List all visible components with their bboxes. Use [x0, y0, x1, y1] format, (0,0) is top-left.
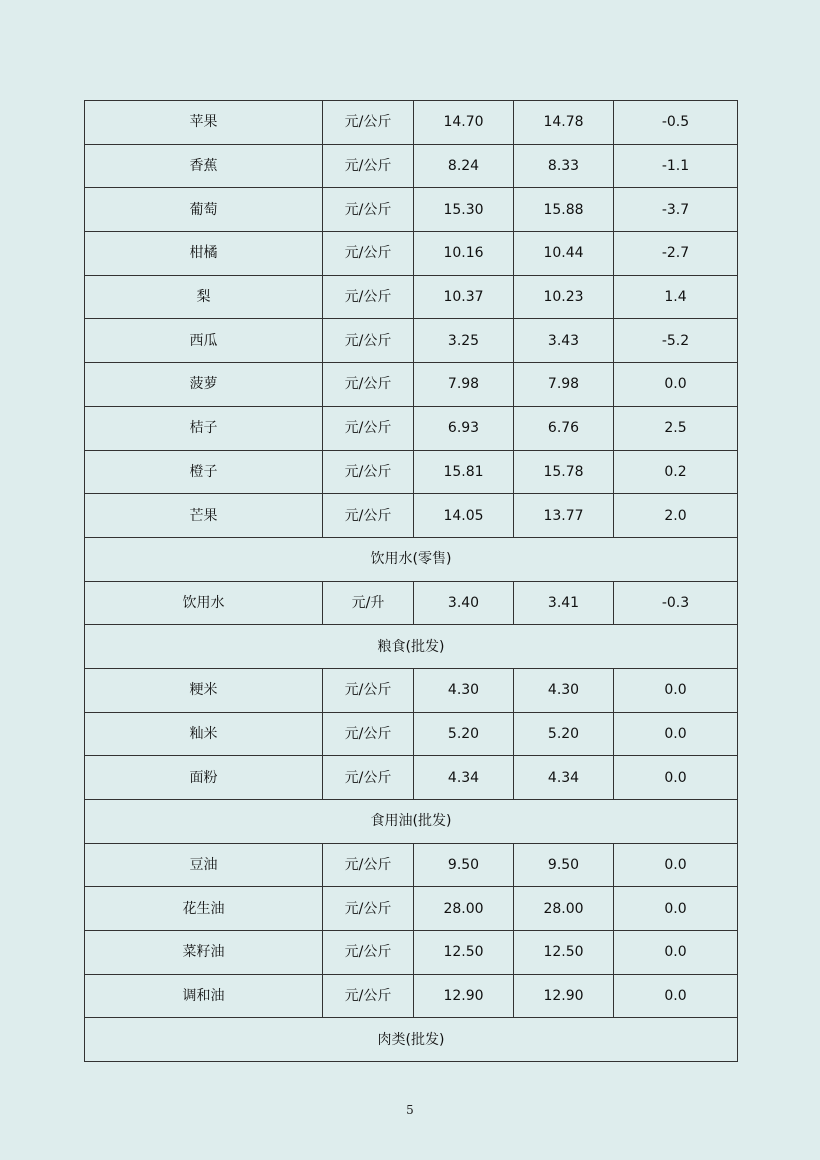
unit-cell: 元/公斤 [323, 668, 414, 712]
change-percent-cell: 0.0 [614, 887, 738, 931]
unit-cell: 元/公斤 [323, 144, 414, 188]
current-price-cell: 9.50 [414, 843, 514, 887]
item-name-cell: 花生油 [85, 887, 323, 931]
unit-cell: 元/公斤 [323, 843, 414, 887]
item-name-cell: 葡萄 [85, 188, 323, 232]
previous-price-cell: 3.41 [514, 581, 614, 625]
current-price-cell: 14.70 [414, 101, 514, 145]
table-row [85, 887, 738, 931]
previous-price-cell: 28.00 [514, 887, 614, 931]
table-row [85, 232, 738, 276]
current-price-cell: 5.20 [414, 712, 514, 756]
table-row [85, 756, 738, 800]
unit-cell: 元/公斤 [323, 756, 414, 800]
item-name-cell: 柑橘 [85, 232, 323, 276]
table-row [85, 668, 738, 712]
current-price-cell: 12.90 [414, 974, 514, 1018]
section-title: 食用油(批发) [85, 800, 738, 844]
table-row [85, 974, 738, 1018]
current-price-cell: 3.25 [414, 319, 514, 363]
table-row [85, 931, 738, 975]
previous-price-cell: 12.50 [514, 931, 614, 975]
previous-price-cell: 6.76 [514, 406, 614, 450]
section-header-row [85, 800, 738, 844]
item-name-cell: 粳米 [85, 668, 323, 712]
current-price-cell: 14.05 [414, 494, 514, 538]
table-row [85, 712, 738, 756]
current-price-cell: 3.40 [414, 581, 514, 625]
change-percent-cell: 0.2 [614, 450, 738, 494]
unit-cell: 元/公斤 [323, 188, 414, 232]
change-percent-cell: 2.0 [614, 494, 738, 538]
current-price-cell: 12.50 [414, 931, 514, 975]
current-price-cell: 4.30 [414, 668, 514, 712]
price-table-body [85, 101, 738, 1062]
unit-cell: 元/公斤 [323, 406, 414, 450]
previous-price-cell: 10.44 [514, 232, 614, 276]
change-percent-cell: 2.5 [614, 406, 738, 450]
price-table [84, 100, 738, 1062]
previous-price-cell: 14.78 [514, 101, 614, 145]
item-name-cell: 菠萝 [85, 363, 323, 407]
change-percent-cell: 1.4 [614, 275, 738, 319]
unit-cell: 元/公斤 [323, 275, 414, 319]
item-name-cell: 香蕉 [85, 144, 323, 188]
table-row [85, 494, 738, 538]
section-title: 饮用水(零售) [85, 537, 738, 581]
unit-cell: 元/公斤 [323, 887, 414, 931]
section-header-row [85, 537, 738, 581]
current-price-cell: 4.34 [414, 756, 514, 800]
change-percent-cell: 0.0 [614, 363, 738, 407]
section-title: 粮食(批发) [85, 625, 738, 669]
change-percent-cell: 0.0 [614, 712, 738, 756]
change-percent-cell: -2.7 [614, 232, 738, 276]
unit-cell: 元/公斤 [323, 319, 414, 363]
unit-cell: 元/公斤 [323, 712, 414, 756]
table-row [85, 319, 738, 363]
change-percent-cell: 0.0 [614, 756, 738, 800]
change-percent-cell: -1.1 [614, 144, 738, 188]
item-name-cell: 芒果 [85, 494, 323, 538]
change-percent-cell: 0.0 [614, 931, 738, 975]
previous-price-cell: 5.20 [514, 712, 614, 756]
unit-cell: 元/公斤 [323, 494, 414, 538]
current-price-cell: 10.16 [414, 232, 514, 276]
item-name-cell: 豆油 [85, 843, 323, 887]
item-name-cell: 橙子 [85, 450, 323, 494]
current-price-cell: 8.24 [414, 144, 514, 188]
item-name-cell: 桔子 [85, 406, 323, 450]
change-percent-cell: 0.0 [614, 668, 738, 712]
current-price-cell: 10.37 [414, 275, 514, 319]
unit-cell: 元/公斤 [323, 450, 414, 494]
unit-cell: 元/公斤 [323, 101, 414, 145]
change-percent-cell: -0.5 [614, 101, 738, 145]
unit-cell: 元/升 [323, 581, 414, 625]
item-name-cell: 调和油 [85, 974, 323, 1018]
previous-price-cell: 12.90 [514, 974, 614, 1018]
previous-price-cell: 13.77 [514, 494, 614, 538]
current-price-cell: 7.98 [414, 363, 514, 407]
previous-price-cell: 9.50 [514, 843, 614, 887]
current-price-cell: 6.93 [414, 406, 514, 450]
previous-price-cell: 10.23 [514, 275, 614, 319]
change-percent-cell: -3.7 [614, 188, 738, 232]
item-name-cell: 菜籽油 [85, 931, 323, 975]
previous-price-cell: 3.43 [514, 319, 614, 363]
table-row [85, 144, 738, 188]
table-row [85, 843, 738, 887]
page-number: 5 [406, 1103, 414, 1117]
previous-price-cell: 4.30 [514, 668, 614, 712]
item-name-cell: 西瓜 [85, 319, 323, 363]
previous-price-cell: 4.34 [514, 756, 614, 800]
change-percent-cell: -5.2 [614, 319, 738, 363]
item-name-cell: 梨 [85, 275, 323, 319]
table-row [85, 275, 738, 319]
section-header-row [85, 1018, 738, 1062]
table-row [85, 450, 738, 494]
current-price-cell: 15.81 [414, 450, 514, 494]
table-row [85, 406, 738, 450]
table-row [85, 581, 738, 625]
item-name-cell: 面粉 [85, 756, 323, 800]
previous-price-cell: 8.33 [514, 144, 614, 188]
change-percent-cell: -0.3 [614, 581, 738, 625]
change-percent-cell: 0.0 [614, 974, 738, 1018]
unit-cell: 元/公斤 [323, 363, 414, 407]
section-title: 肉类(批发) [85, 1018, 738, 1062]
change-percent-cell: 0.0 [614, 843, 738, 887]
previous-price-cell: 15.78 [514, 450, 614, 494]
section-header-row [85, 625, 738, 669]
unit-cell: 元/公斤 [323, 232, 414, 276]
unit-cell: 元/公斤 [323, 974, 414, 1018]
previous-price-cell: 7.98 [514, 363, 614, 407]
previous-price-cell: 15.88 [514, 188, 614, 232]
current-price-cell: 28.00 [414, 887, 514, 931]
table-row [85, 188, 738, 232]
item-name-cell: 饮用水 [85, 581, 323, 625]
item-name-cell: 苹果 [85, 101, 323, 145]
unit-cell: 元/公斤 [323, 931, 414, 975]
current-price-cell: 15.30 [414, 188, 514, 232]
table-row [85, 101, 738, 145]
item-name-cell: 籼米 [85, 712, 323, 756]
table-row [85, 363, 738, 407]
